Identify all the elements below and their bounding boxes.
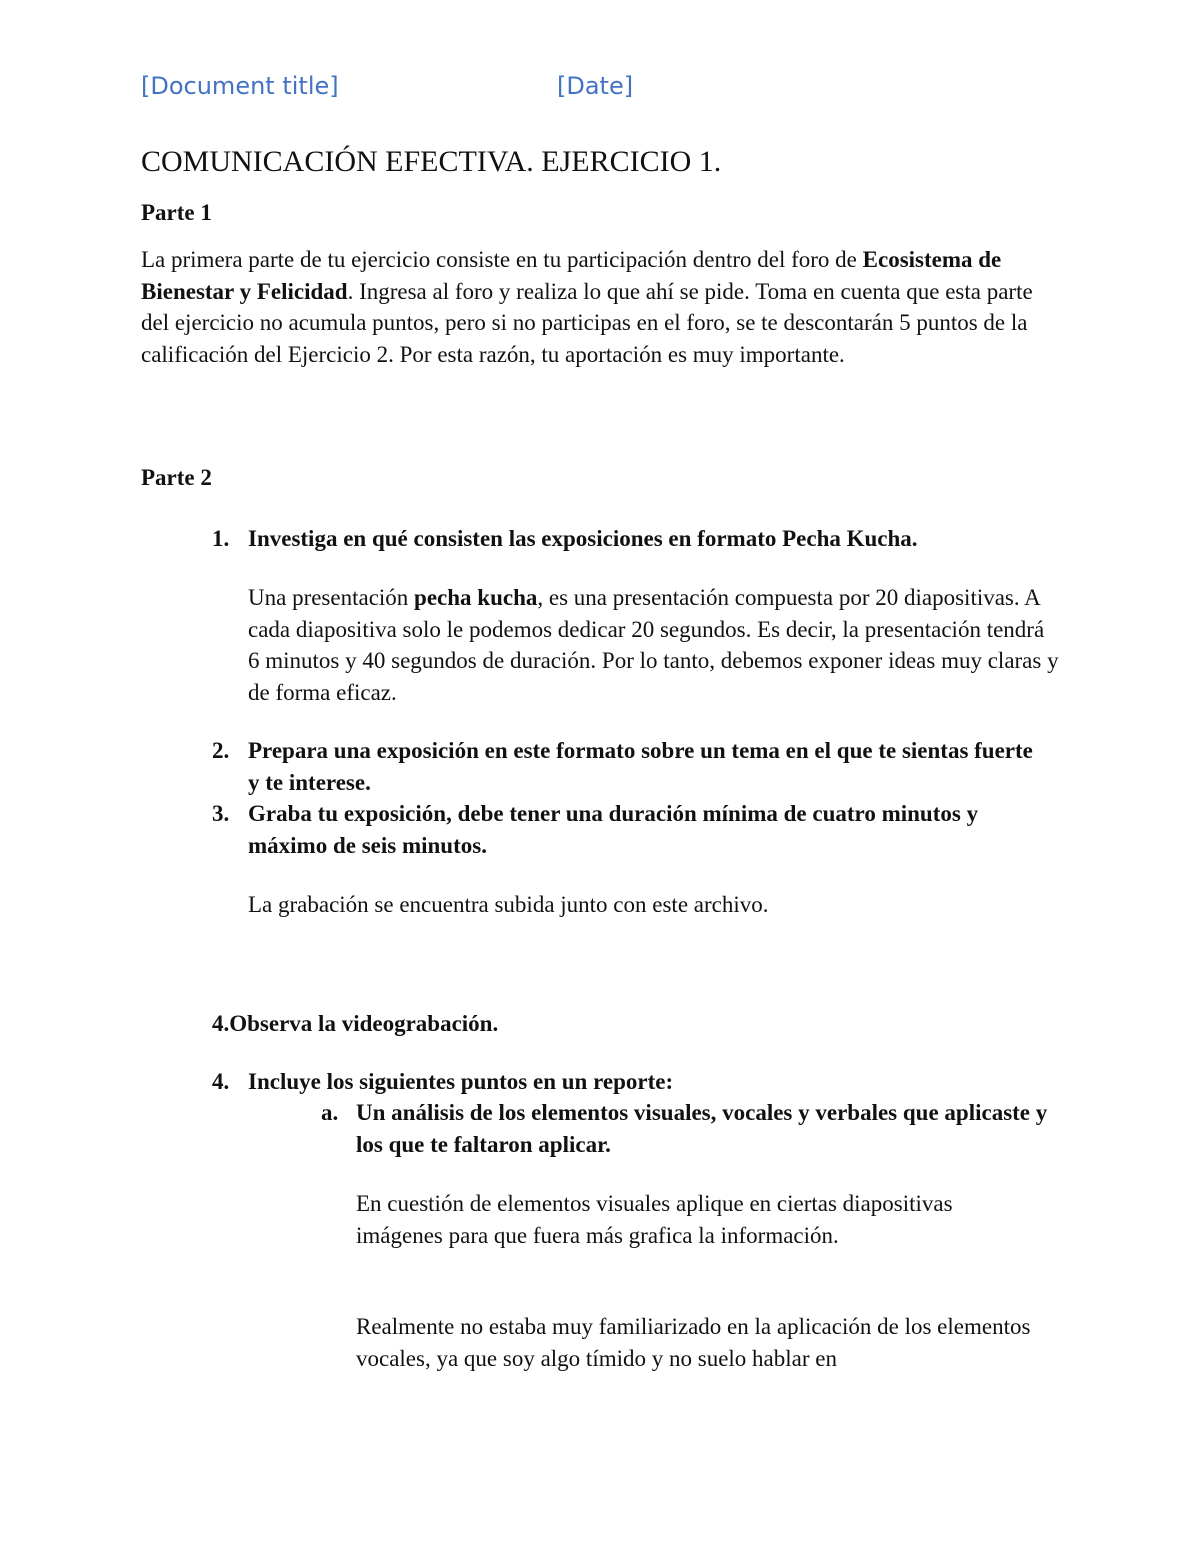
item3-number: 3. xyxy=(212,801,230,826)
sub-a-letter: a. xyxy=(321,1100,339,1125)
item2-text: Prepara una exposición en este formato sobre un tema en el que te sientas fuerte y te interese. xyxy=(248,738,1033,795)
observa-heading: 4.Observa la videograbación. xyxy=(212,1011,499,1036)
item4-number: 4. xyxy=(212,1069,230,1094)
item1-text: Investiga en qué consisten las exposiciones en formato Pecha Kucha. xyxy=(248,526,918,551)
parte1-text-a: La primera parte de tu ejercicio consiste en tu participación dentro del foro de xyxy=(141,247,863,272)
item3-answer: La grabación se encuentra subida junto con este archivo. xyxy=(248,892,769,917)
date-field[interactable]: [Date] xyxy=(557,72,634,100)
parte1-text-b: . Ingresa al foro y realiza lo que ahí se pide. Toma en cuenta que esta parte del ejercicio no acumula puntos, pero si no participas en el foro, se te descontarán 5 puntos de la calificación del Ejercicio 2. Por esta razón, tu aportación es muy importante. xyxy=(141,278,1033,367)
sub-a-answer1: En cuestión de elementos visuales aplique en ciertas diapositivas imágenes para que fuera más grafica la información. xyxy=(356,1191,953,1248)
item1-answer-b: , es una presentación compuesta por 20 diapositivas. A cada diapositiva solo le podemos dedicar 20 segundos. Es decir, la presentación tendrá 6 minutos y 40 segundos de duración. Por lo tanto, debemos exponer ideas muy claras y de forma eficaz. xyxy=(248,585,1059,705)
page-title: COMUNICACIÓN EFECTIVA. EJERCICIO 1. xyxy=(141,145,722,178)
sub-a-text: Un análisis de los elementos visuales, vocales y verbales que aplicaste y los que te faltaron aplicar. xyxy=(356,1100,1048,1157)
sub-a-answer2: Realmente no estaba muy familiarizado en la aplicación de los elementos vocales, ya que soy algo tímido y no suelo hablar en xyxy=(356,1314,1031,1371)
item4-text: Incluye los siguientes puntos en un reporte: xyxy=(248,1069,674,1094)
item1-answer-a: Una presentación xyxy=(248,585,415,610)
parte1-heading: Parte 1 xyxy=(141,200,212,225)
item1-number: 1. xyxy=(212,526,230,551)
item1-answer xyxy=(248,582,1060,708)
parte1-forum-name: Ecosistema de Bienestar y Felicidad xyxy=(141,247,1002,304)
parte1-paragraph xyxy=(141,244,1041,370)
item2-number: 2. xyxy=(212,738,230,763)
item3-text: Graba tu exposición, debe tener una duración mínima de cuatro minutos y máximo de seis minutos. xyxy=(248,801,979,858)
item1-answer-bold: pecha kucha xyxy=(414,585,538,610)
document-title-field[interactable]: [Document title] xyxy=(141,72,339,100)
parte2-heading: Parte 2 xyxy=(141,465,212,490)
